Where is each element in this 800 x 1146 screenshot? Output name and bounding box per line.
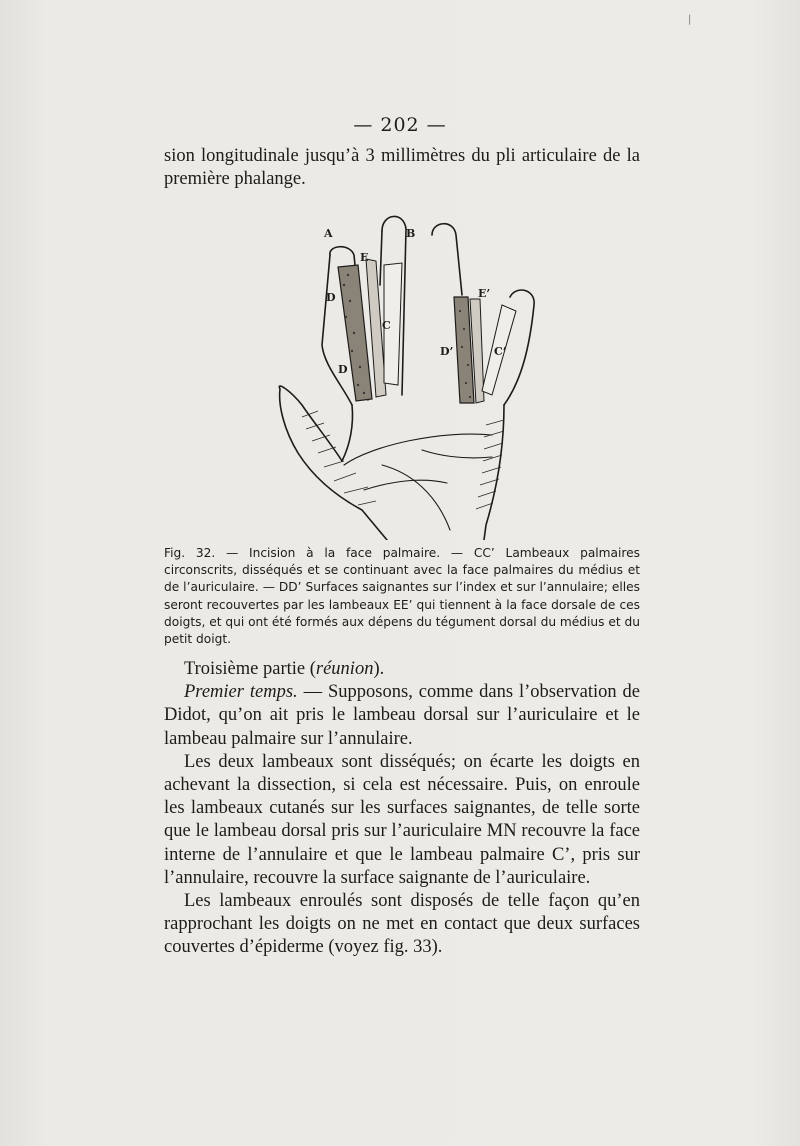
- paragraph-1: [164, 681, 640, 751]
- label-d-prime: D’: [440, 345, 454, 358]
- figure-caption: [164, 545, 640, 648]
- paragraph-3: Les lambeaux enroulés sont disposés de telle façon qu’en rapprochant les doigts on ne met en contact que deux surfaces couvertes d’épiderme (voyez fig. 33).: [164, 891, 640, 958]
- hand-illustration: [272, 205, 552, 540]
- label-d-upper: D: [326, 291, 336, 304]
- section-heading: Troisième partie (réunion).: [184, 659, 385, 679]
- label-c-prime: C’: [494, 345, 507, 358]
- step-label: Premier temps.: [184, 682, 298, 703]
- body-text: [164, 658, 640, 960]
- paragraph-2: Les deux lambeaux sont disséqués; on écarte les doigts en achevant la dissection, si cela est nécessaire. Puis, on enroule les lambeaux cutanés sur les surfaces saignantes, de telle sorte que le lambeau dorsal pris sur l’auriculaire MN recouvre la face interne de l’annulaire et que le lambeau palmaire C’, pris sur l’annulaire, recouvre la surface saignante de l’auriculaire.: [164, 751, 640, 888]
- label-d-lower: D: [338, 363, 348, 376]
- page-number: — 202 —: [353, 114, 447, 136]
- top-paragraph: [164, 145, 640, 191]
- label-c: C: [382, 319, 391, 332]
- label-e-prime: E’: [478, 287, 491, 300]
- label-b: B: [406, 227, 416, 240]
- step-text: — Supposons, comme dans l’observation de Didot, qu’on ait pris le lambeau dorsal sur l’auriculaire et le lambeau palmaire sur l’annulaire.: [164, 682, 640, 749]
- section-heading-italic: réunion: [315, 659, 374, 679]
- page-edge-mark: |: [688, 14, 692, 25]
- label-a: A: [324, 227, 333, 240]
- figure-caption-label: Fig. 32.: [164, 546, 216, 560]
- label-e: E: [360, 251, 369, 264]
- figure-caption-text: — Incision à la face palmaire. — CC’ Lambeaux palmaires circonscrits, disséqués et se continuant avec la face palmaires du médius et de l’auriculaire. — DD’ Surfaces saignantes sur l’index et sur l’annulaire; elles seront recouvertes par les lambeaux EE’ qui tiennent à la face dorsale de ces doigts, et qui ont été formés aux dépens du tégument dorsal du médius et du petit doigt.: [164, 546, 640, 647]
- top-paragraph-text: sion longitudinale jusqu’à 3 millimètres du pli articulaire de la première phalange.: [164, 146, 640, 190]
